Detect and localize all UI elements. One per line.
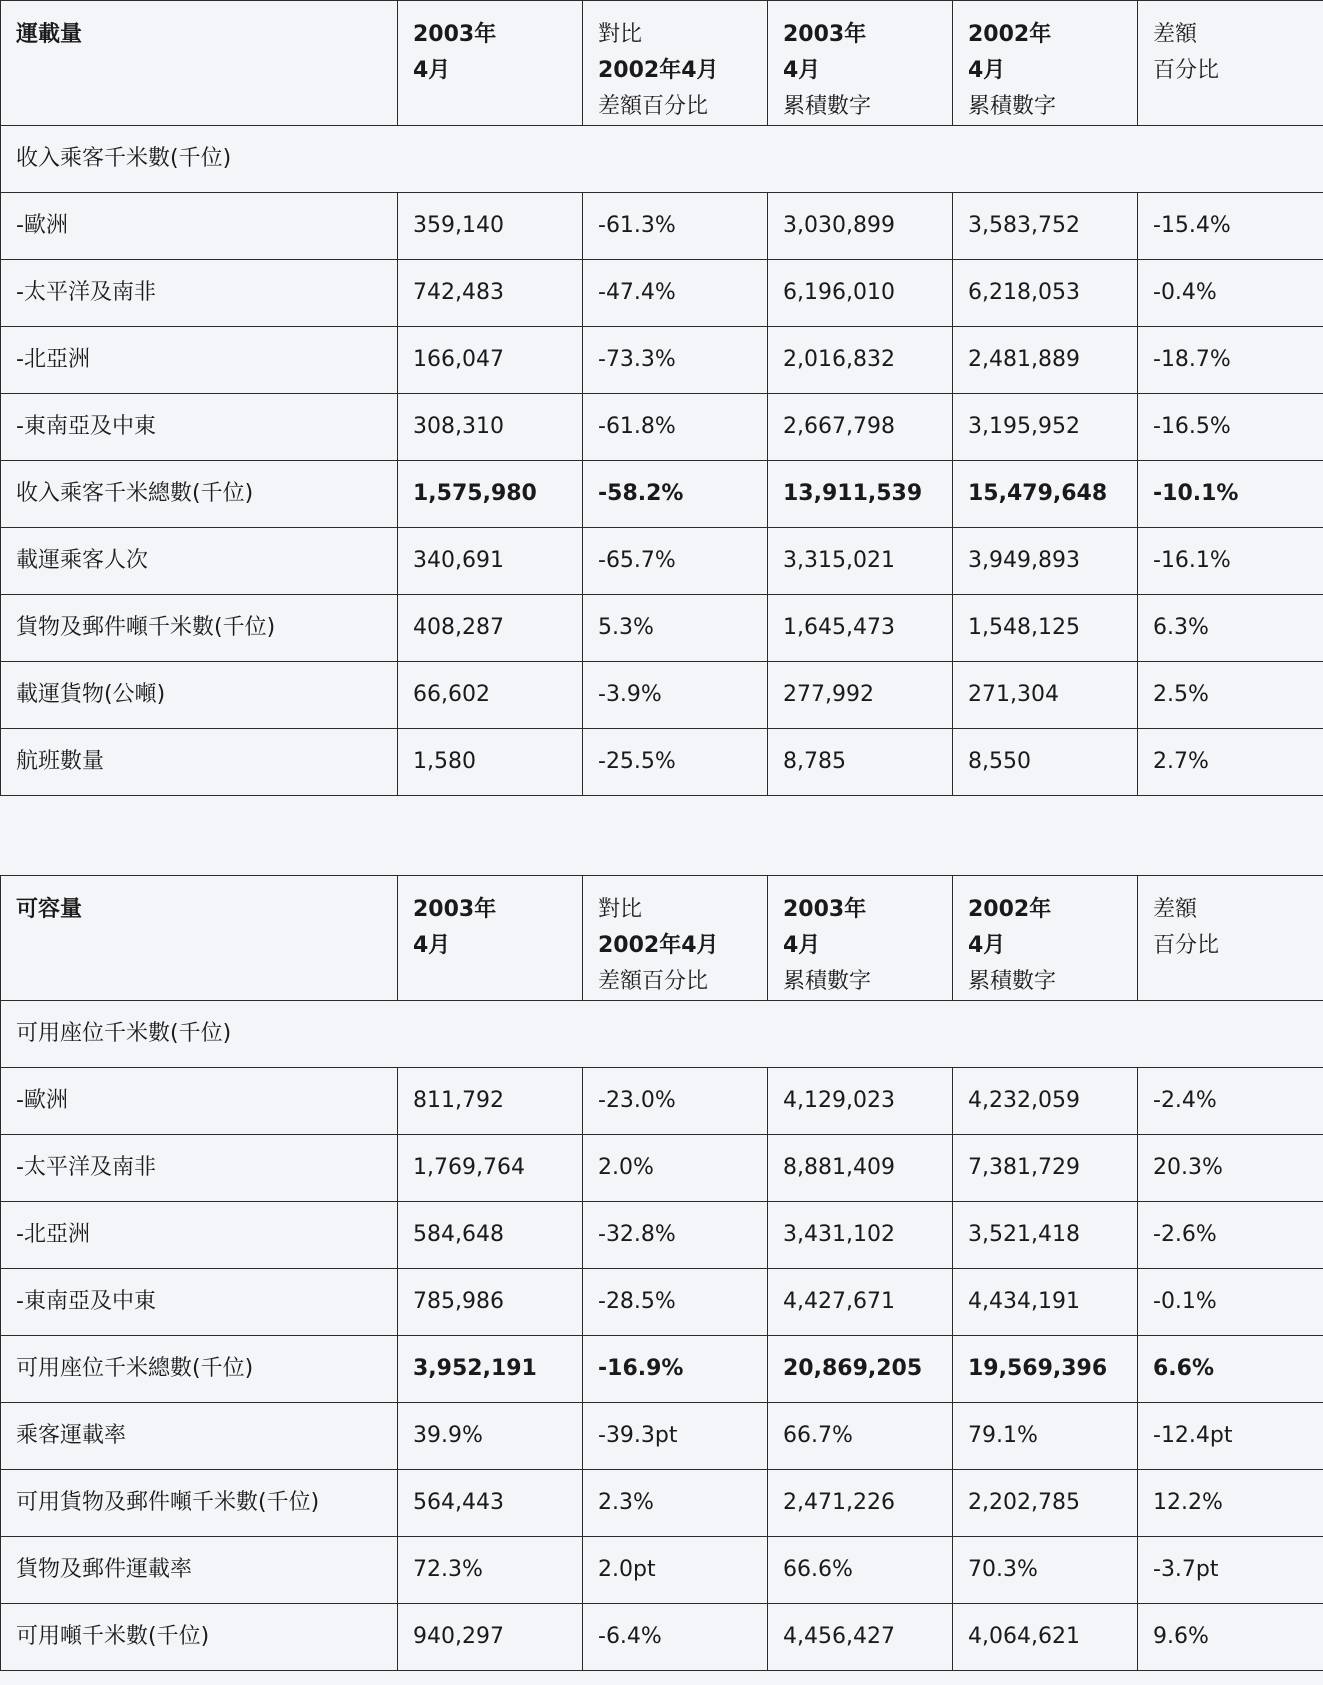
row-value: 2.7% xyxy=(1138,729,1323,796)
table-row xyxy=(1,1604,1323,1671)
table-row xyxy=(1,394,1323,461)
row-value: 4,434,191 xyxy=(953,1269,1138,1336)
traffic-header-row xyxy=(1,1,1323,126)
row-value: 785,986 xyxy=(398,1269,583,1336)
row-value: 4,232,059 xyxy=(953,1068,1138,1135)
row-value: -2.6% xyxy=(1138,1202,1323,1269)
row-value: 940,297 xyxy=(398,1604,583,1671)
row-value: 2.5% xyxy=(1138,662,1323,729)
row-label: 載運貨物(公噸) xyxy=(1,662,398,729)
table-row xyxy=(1,662,1323,729)
row-value: 79.1% xyxy=(953,1403,1138,1470)
row-value: -0.4% xyxy=(1138,260,1323,327)
row-value: 1,580 xyxy=(398,729,583,796)
header-vs-2002-april: 對比 2002年4月 差額百分比 xyxy=(583,876,768,1001)
table-row xyxy=(1,327,1323,394)
row-value: -23.0% xyxy=(583,1068,768,1135)
row-value: 277,992 xyxy=(768,662,953,729)
row-value: 4,064,621 xyxy=(953,1604,1138,1671)
row-value: 564,443 xyxy=(398,1470,583,1537)
row-label: -歐洲 xyxy=(1,1068,398,1135)
header-2002-ytd: 2002年 4月 累積數字 xyxy=(953,1,1138,126)
row-value: 2,481,889 xyxy=(953,327,1138,394)
header-2002-ytd: 2002年 4月 累積數字 xyxy=(953,876,1138,1001)
row-value: -6.4% xyxy=(583,1604,768,1671)
row-label: -太平洋及南非 xyxy=(1,260,398,327)
capacity-table xyxy=(0,875,1323,1671)
table-row xyxy=(1,1470,1323,1537)
row-label: -北亞洲 xyxy=(1,1202,398,1269)
header-2003-ytd: 2003年 4月 累積數字 xyxy=(768,1,953,126)
row-value: 308,310 xyxy=(398,394,583,461)
row-value: 66.7% xyxy=(768,1403,953,1470)
header-2003-april: 2003年 4月 xyxy=(398,876,583,1001)
capacity-header-row xyxy=(1,876,1323,1001)
row-value: -61.8% xyxy=(583,394,768,461)
row-value: 359,140 xyxy=(398,193,583,260)
table-row xyxy=(1,528,1323,595)
row-value: 1,645,473 xyxy=(768,595,953,662)
traffic-section-row xyxy=(1,126,1323,193)
row-value: 20.3% xyxy=(1138,1135,1323,1202)
row-value: 2.0pt xyxy=(583,1537,768,1604)
table-row xyxy=(1,1202,1323,1269)
row-value: 6.6% xyxy=(1138,1336,1323,1403)
row-value: -3.9% xyxy=(583,662,768,729)
row-label: 收入乘客千米總數(千位) xyxy=(1,461,398,528)
row-value: 70.3% xyxy=(953,1537,1138,1604)
capacity-section-row xyxy=(1,1001,1323,1068)
row-label: -東南亞及中東 xyxy=(1,1269,398,1336)
row-value: 6.3% xyxy=(1138,595,1323,662)
capacity-section-label: 可用座位千米數(千位) xyxy=(1,1001,1323,1068)
row-value: 1,548,125 xyxy=(953,595,1138,662)
row-value: -47.4% xyxy=(583,260,768,327)
row-value: 584,648 xyxy=(398,1202,583,1269)
row-value: 166,047 xyxy=(398,327,583,394)
table-row xyxy=(1,260,1323,327)
row-label: -北亞洲 xyxy=(1,327,398,394)
row-value: 1,769,764 xyxy=(398,1135,583,1202)
row-value: 8,881,409 xyxy=(768,1135,953,1202)
row-value: 2,667,798 xyxy=(768,394,953,461)
row-label: 可用座位千米總數(千位) xyxy=(1,1336,398,1403)
row-value: -58.2% xyxy=(583,461,768,528)
table-row xyxy=(1,1068,1323,1135)
row-value: 3,952,191 xyxy=(398,1336,583,1403)
row-value: 3,195,952 xyxy=(953,394,1138,461)
row-value: 2.3% xyxy=(583,1470,768,1537)
row-value: 811,792 xyxy=(398,1068,583,1135)
header-diff-percent: 差額 百分比 xyxy=(1138,1,1323,126)
row-value: -28.5% xyxy=(583,1269,768,1336)
row-value: 7,381,729 xyxy=(953,1135,1138,1202)
row-label: 可用噸千米數(千位) xyxy=(1,1604,398,1671)
row-value: -73.3% xyxy=(583,327,768,394)
traffic-section-label: 收入乘客千米數(千位) xyxy=(1,126,1323,193)
table-row xyxy=(1,193,1323,260)
row-value: 742,483 xyxy=(398,260,583,327)
row-value: 271,304 xyxy=(953,662,1138,729)
row-value: -61.3% xyxy=(583,193,768,260)
row-value: 15,479,648 xyxy=(953,461,1138,528)
row-value: -39.3pt xyxy=(583,1403,768,1470)
row-value: 13,911,539 xyxy=(768,461,953,528)
row-value: 4,427,671 xyxy=(768,1269,953,1336)
row-label: -太平洋及南非 xyxy=(1,1135,398,1202)
row-value: 72.3% xyxy=(398,1537,583,1604)
capacity-header-label: 可容量 xyxy=(1,876,398,1001)
row-value: 12.2% xyxy=(1138,1470,1323,1537)
row-value: -3.7pt xyxy=(1138,1537,1323,1604)
row-value: -10.1% xyxy=(1138,461,1323,528)
header-diff-percent: 差額 百分比 xyxy=(1138,876,1323,1001)
row-label: 可用貨物及郵件噸千米數(千位) xyxy=(1,1470,398,1537)
row-value: 6,196,010 xyxy=(768,260,953,327)
row-value: 2.0% xyxy=(583,1135,768,1202)
row-value: 66.6% xyxy=(768,1537,953,1604)
row-value: -18.7% xyxy=(1138,327,1323,394)
row-value: 2,202,785 xyxy=(953,1470,1138,1537)
table-row xyxy=(1,461,1323,528)
traffic-header-label: 運載量 xyxy=(1,1,398,126)
row-value: 2,016,832 xyxy=(768,327,953,394)
table-row xyxy=(1,1269,1323,1336)
row-value: 39.9% xyxy=(398,1403,583,1470)
table-row xyxy=(1,729,1323,796)
header-2003-ytd: 2003年 4月 累積數字 xyxy=(768,876,953,1001)
row-value: -16.9% xyxy=(583,1336,768,1403)
row-value: 3,030,899 xyxy=(768,193,953,260)
row-value: 5.3% xyxy=(583,595,768,662)
row-value: 19,569,396 xyxy=(953,1336,1138,1403)
header-vs-2002-april: 對比 2002年4月 差額百分比 xyxy=(583,1,768,126)
row-value: 66,602 xyxy=(398,662,583,729)
row-value: 4,456,427 xyxy=(768,1604,953,1671)
row-value: 8,785 xyxy=(768,729,953,796)
table-row xyxy=(1,595,1323,662)
row-value: -16.1% xyxy=(1138,528,1323,595)
traffic-table xyxy=(0,0,1323,796)
row-value: -15.4% xyxy=(1138,193,1323,260)
table-row xyxy=(1,1537,1323,1604)
row-label: 航班數量 xyxy=(1,729,398,796)
table-row xyxy=(1,1135,1323,1202)
table-row xyxy=(1,1403,1323,1470)
row-value: 3,431,102 xyxy=(768,1202,953,1269)
row-value: 9.6% xyxy=(1138,1604,1323,1671)
row-value: 3,315,021 xyxy=(768,528,953,595)
row-value: 6,218,053 xyxy=(953,260,1138,327)
row-value: -0.1% xyxy=(1138,1269,1323,1336)
row-value: 20,869,205 xyxy=(768,1336,953,1403)
row-label: 貨物及郵件噸千米數(千位) xyxy=(1,595,398,662)
row-label: 載運乘客人次 xyxy=(1,528,398,595)
row-label: 乘客運載率 xyxy=(1,1403,398,1470)
row-value: 408,287 xyxy=(398,595,583,662)
row-value: -25.5% xyxy=(583,729,768,796)
row-value: 4,129,023 xyxy=(768,1068,953,1135)
row-label: 貨物及郵件運載率 xyxy=(1,1537,398,1604)
table-row xyxy=(1,1336,1323,1403)
row-value: 1,575,980 xyxy=(398,461,583,528)
row-value: -2.4% xyxy=(1138,1068,1323,1135)
row-value: -65.7% xyxy=(583,528,768,595)
row-value: -12.4pt xyxy=(1138,1403,1323,1470)
row-label: -東南亞及中東 xyxy=(1,394,398,461)
header-2003-april: 2003年 4月 xyxy=(398,1,583,126)
row-label: -歐洲 xyxy=(1,193,398,260)
row-value: 8,550 xyxy=(953,729,1138,796)
row-value: 2,471,226 xyxy=(768,1470,953,1537)
row-value: 3,949,893 xyxy=(953,528,1138,595)
row-value: -32.8% xyxy=(583,1202,768,1269)
row-value: 3,521,418 xyxy=(953,1202,1138,1269)
row-value: 340,691 xyxy=(398,528,583,595)
row-value: 3,583,752 xyxy=(953,193,1138,260)
row-value: -16.5% xyxy=(1138,394,1323,461)
